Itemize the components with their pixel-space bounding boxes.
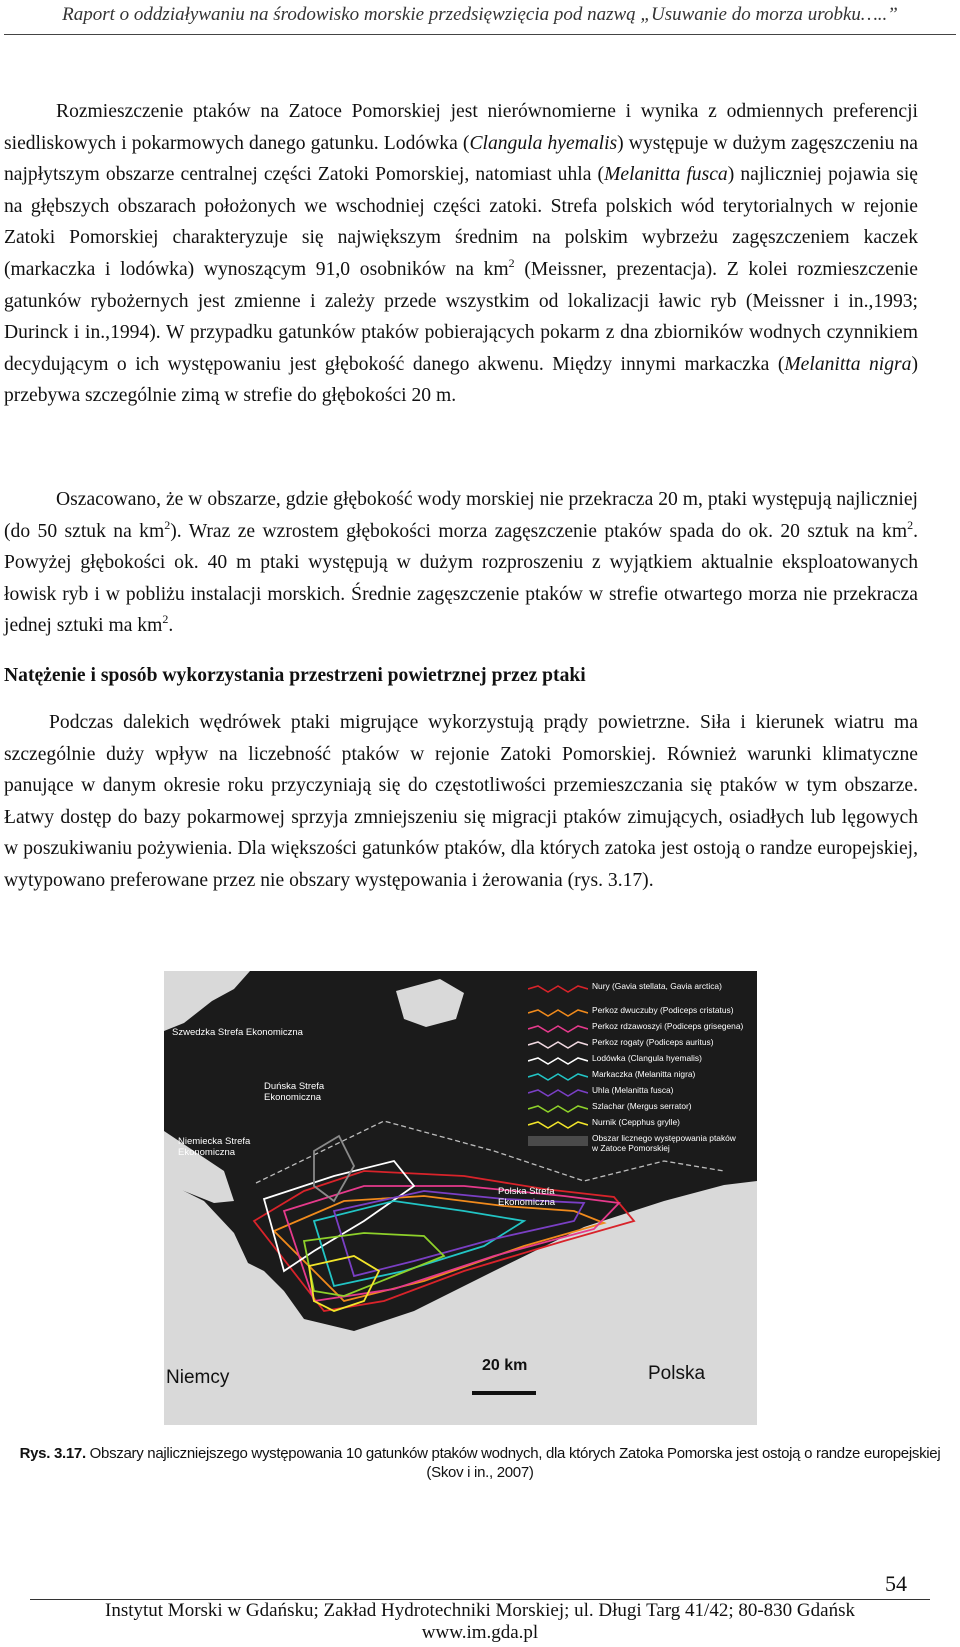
running-header: Raport o oddziaływaniu na środowisko morskie przedsięwzięcia pod nazwą „Usuwanie do morza urobku…..” <box>62 4 898 25</box>
paragraph-bird-distribution: Rozmieszczenie ptaków na Zatoce Pomorskiej jest nierównomierne i wynika z odmiennych preferencji siedliskowych i pokarmowych danego gatunku. Lodówka (Clangula hyemalis) występuje w dużym zagęszczeniu na najpłytszym obszarze centralnej części Zatoki Pomorskiej, natomiast uhla (Melanitta fusca) najliczniej pojawia się na głębszych obszarach położonych we wschodniej części zatoki. Strefa polskich wód terytorialnych w rejonie Zatoki Pomorskiej charakteryzuje się największym średnim na polskim wybrzeżu zagęszczeniem kaczek (markaczka i lodówka) wynoszącym 91,0 osobników na $km^2$ (Meissner, prezentacja). Z kolei rozmieszczenie gatunków rybożernych jest zmienne i zależy przede wszystkim od lokalizacji ławic ryb (Meissner i in.,1993; Durinck i in.,1994). W przypadku gatunków ptaków pobierających pokarm z dna zbiorników wodnych czynnikiem decydującym o ich występowaniu jest głębokość danego akwenu. Między innymi markaczka (Melanitta nigra) przebywa szczególnie zimą w strefie do głębokości 20 m. <box>4 101 919 407</box>
footer-website: www.im.gda.pl <box>421 1622 539 1643</box>
header-rule <box>4 34 956 35</box>
legend-swatch <box>528 1072 588 1082</box>
legend-label: Markaczka (Melanitta nigra) <box>592 1069 696 1079</box>
legend-item <box>528 1117 754 1134</box>
legend-item <box>528 1037 754 1054</box>
legend-swatch <box>528 1136 588 1146</box>
legend-label: Perkoz rdzawoszyi (Podiceps grisegena) <box>592 1021 744 1031</box>
figure-caption <box>0 1444 960 1482</box>
legend-swatch <box>528 1040 588 1050</box>
caption-label: Rys. 3.17. <box>19 1445 86 1462</box>
legend-label: Uhla (Melanitta fusca) <box>592 1085 674 1095</box>
legend-item <box>528 1021 754 1038</box>
scale-label: 20 km <box>482 1357 528 1374</box>
legend-item <box>528 1053 754 1070</box>
legend-label: Nury (Gavia stellata, Gavia arctica) <box>592 981 722 991</box>
caption-text: Obszary najliczniejszego występowania 10 gatunków ptaków wodnych, dla których Zatoka Pomorska jest ostoją o randze europejskiej (Skov i in., 2007) <box>85 1445 941 1481</box>
legend-label: Perkoz dwuczuby (Podiceps cristatus) <box>592 1005 734 1015</box>
zone-label-swedish: Szwedzka Strefa Ekonomiczna <box>172 1027 303 1038</box>
southern-coast <box>164 1181 757 1425</box>
legend-swatch <box>528 1008 588 1018</box>
sweden-coast <box>164 971 250 1031</box>
legend-label: Lodówka (Clangula hyemalis) <box>592 1053 702 1063</box>
page-footer <box>0 1600 960 1644</box>
legend-label: Obszar licznego występowania ptaków w Zatoce Pomorskiej <box>592 1133 736 1153</box>
species-name: Melanitta nigra <box>784 353 912 375</box>
legend-swatch <box>528 1120 588 1130</box>
paragraph-airspace-use: Podczas dalekich wędrówek ptaki migrujące wykorzystują prądy powietrzne. Siła i kierunek wiatru ma szczególnie duży wpływ na liczebność ptaków w rejonie Zatoki Pomorskiej. Również warunki klimatyczne panujące w danym okresie roku przyczyniają się do częstotliwości przemieszczania się ptaków w tym obszarze. Łatwy dostęp do bazy pokarmowej sprzyja zmniejszeniu się migracji ptaków zimujących, osiadłych lub lęgowych w poszukiwaniu pożywienia. Dla większości gatunków ptaków, dla których zatoka jest ostoją o randze europejskiej, wytypowano preferowane przez nie obszary występowania i żerowania (rys. 3.17). <box>4 712 918 891</box>
country-label-poland: Polska <box>648 1363 706 1384</box>
species-name: Melanitta fusca <box>604 164 728 186</box>
legend-label: Szlachar (Mergus serrator) <box>592 1101 692 1111</box>
legend-item <box>528 1069 754 1086</box>
legend-item <box>528 1133 754 1159</box>
page-number: 54 <box>885 1571 907 1596</box>
legend-swatch <box>528 1024 588 1034</box>
legend-swatch <box>528 1056 588 1066</box>
legend-item <box>528 1101 754 1118</box>
legend-item <box>528 981 754 998</box>
legend-swatch <box>528 1104 588 1114</box>
footer-institution: Instytut Morski w Gdańsku; Zakład Hydrotechniki Morskiej; ul. Długi Targ 41/42; 80-830 Gdańsk <box>105 1600 855 1621</box>
legend-label: Nurnik (Cepphus grylle) <box>592 1117 680 1127</box>
country-label-germany: Niemcy <box>166 1367 230 1388</box>
zone-label-german: Niemiecka Strefa Ekonomiczna <box>178 1136 251 1158</box>
paragraph-bird-density: Oszacowano, że w obszarze, gdzie głębokość wody morskiej nie przekracza 20 m, ptaki występują najliczniej (do 50 sztuk na $km^2$). Wraz ze wzrostem głębokości morza zagęszczenie ptaków spada do ok. 20 sztuk na $km^2$. Powyżej głębokości ok. 40 m ptaki występują w dużym rozproszeniu z wyjątkiem aktualnie eksploatowanych łowisk ryb i w pobliżu instalacji morskich. Średnie zagęszczenie ptaków w strefie otwartego morza nie przekracza jednej sztuki ma $km^2$. <box>4 489 918 637</box>
bird-areas-map <box>164 971 757 1425</box>
zone-label-danish: Duńska Strefa Ekonomiczna <box>264 1081 325 1103</box>
legend-item <box>528 1085 754 1102</box>
species-name: Clangula hyemalis <box>469 132 618 154</box>
legend-swatch <box>528 984 588 994</box>
zone-label-polish: Polska Strefa Ekonomiczna <box>498 1186 556 1208</box>
legend-label: Perkoz rogaty (Podiceps auritus) <box>592 1037 714 1047</box>
legend-item <box>528 1005 754 1022</box>
bornholm-island <box>396 979 464 1027</box>
legend-swatch <box>528 1088 588 1098</box>
section-heading: Natężenie i sposób wykorzystania przestrzeni powietrznej przez ptaki <box>4 665 586 686</box>
